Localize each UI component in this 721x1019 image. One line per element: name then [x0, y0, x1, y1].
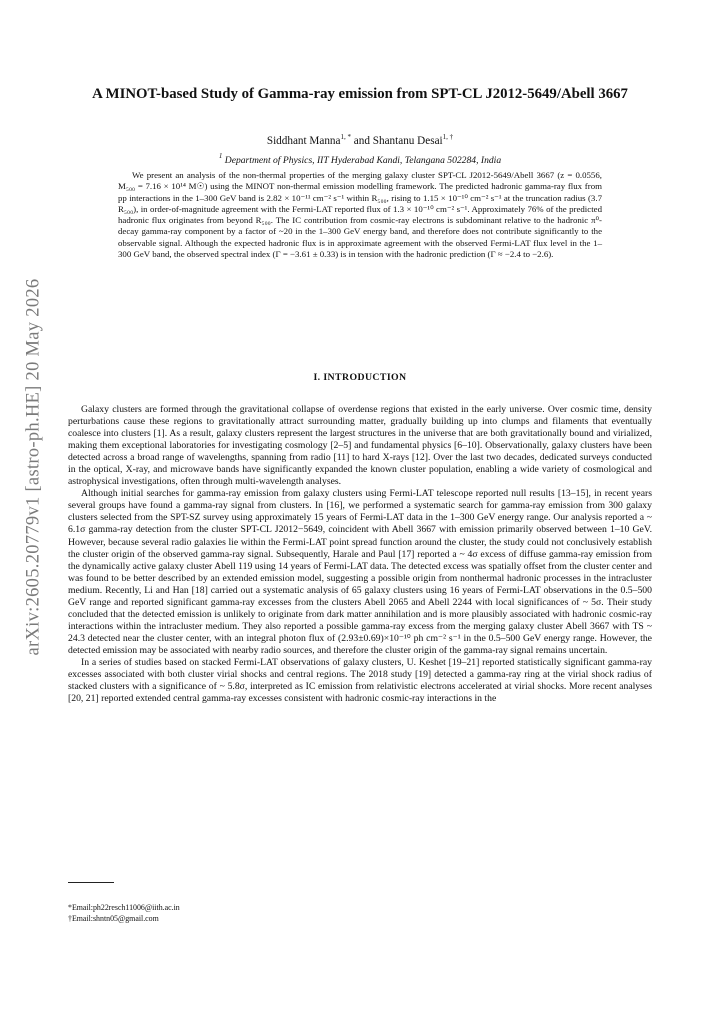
- footnote-email[interactable]: †Email:shntn05@gmail.com: [68, 914, 159, 923]
- arxiv-sidebar: [22, 262, 46, 672]
- affiliation: [70, 152, 650, 166]
- abstract: We present an analysis of the non-thermal properties of the merging galaxy cluster SPT-CL J2012-5649/Abell 3667 (z = 0.0556, M₅₀₀ = 7.16 × 10¹⁴ M☉) using the MINOT non-thermal emission modelling framework. The predicted hadronic gamma-ray flux from pp interactions in the 1–300 GeV band is 2.82 × 10⁻¹¹ cm⁻² s⁻¹ within R₅₀₀, rising to 1.15 × 10⁻¹⁰ cm⁻² s⁻¹ at the truncation radius (3.7 R₅₀₀), in order-of-magnitude agreement with the Fermi-LAT reported flux of 1.3 × 10⁻¹⁰ cm⁻² s⁻¹. Approximately 76% of the predicted hadronic flux originates from beyond R₅₀₀. The IC contribution from cosmic-ray electrons is subdominant relative to the hadronic π⁰-decay gamma-ray component by a factor of ~20 in the 1–300 GeV energy band, and therefore does not contribute significantly to the observable signal. Although the expected hadronic flux is in approximate agreement with the observed Fermi-LAT flux level in the 1–300 GeV band, the observed spectral index (Γ = −3.61 ± 0.33) is in tension with the hadronic prediction (Γ ≈ −2.4 to −2.6).: [118, 170, 602, 260]
- author-list: [70, 133, 650, 147]
- paragraph: In a series of studies based on stacked Fermi-LAT observations of galaxy clusters, U. Keshet [19–21] reported statistically significant gamma-ray excesses associated with both cluster virial shocks and central regions. The 2018 study [19] detected a gamma-ray ring at the virial shock radius of stacked clusters with a significance of ~ 5.8σ, interpreted as IC emission from relativistic electrons accelerated at virial shocks. More recent analyses [20, 21] reported extended central gamma-ray excesses consistent with hadronic cosmic-ray interactions in the: [68, 656, 652, 705]
- author-marks: 1, *: [340, 133, 351, 141]
- introduction-body: [68, 404, 652, 705]
- paper-title: A MINOT-based Study of Gamma-ray emission from SPT-CL J2012-5649/Abell 3667: [92, 86, 628, 102]
- author-separator: and: [351, 135, 373, 147]
- arxiv-identifier[interactable]: arXiv:2605.20779v1 [astro-ph.HE] 20 May 2026: [23, 278, 44, 656]
- author-name: Shantanu Desai: [372, 135, 443, 147]
- affiliation-mark: 1: [218, 152, 223, 160]
- affiliation-text: Department of Physics, IIT Hyderabad Kandi, Telangana 502284, India: [224, 155, 502, 166]
- paragraph: Although initial searches for gamma-ray emission from galaxy clusters using Fermi-LAT telescope reported null results [13–15], in recent years several groups have found a gamma-ray signal from clusters. In [16], we performed a systematic search for gamma-ray emission from 300 galaxy clusters selected from the SPT-SZ survey using approximately 15 years of Fermi-LAT data in the 1–300 GeV energy range. Our analysis reported a ~ 6.1σ gamma-ray detection from the cluster SPT-CL J2012−5649, coincident with Abell 3667 with emission primarily observed between 1–10 GeV. However, because several radio galaxies lie within the Fermi-LAT point spread function around the cluster, the study could not conclusively establish the cluster origin of the observed gamma-ray signal. Subsequently, Harale and Paul [17] reported a ~ 4σ excess of diffuse gamma-ray emission from the dynamically active galaxy cluster Abell 119 using 14 years of Fermi-LAT data. The detected excess was spatially offset from the cluster center and was found to be better described by an extended emission model, suggesting a possible origin from nonthermal hadronic processes in the intracluster medium. Recently, Li and Han [18] carried out a systematic analysis of 65 galaxy clusters using 16 years of Fermi-LAT observations in the 0.5–500 GeV range and reported significant gamma-ray excesses from the clusters Abell 2065 and Abell 2244 with local significances of ~ 5σ. Their study concluded that the detected emission is unlikely to originate from dark matter annihilation and is more plausibly associated with hadronic cosmic-ray interactions within the intracluster medium. They also reported a possible gamma-ray excess from the merging galaxy cluster Abell 3667 with TS ~ 24.3 detected near the cluster center, with an integral photon flux of (2.93±0.69)×10⁻¹⁰ ph cm⁻² s⁻¹ in the 0.5–500 GeV energy range. However, the detected emission may be associated with nearby radio sources, and therefore the cluster origin of the gamma-ray signal remains uncertain.: [68, 488, 652, 656]
- author-marks: 1, †: [442, 133, 454, 141]
- footnote-email[interactable]: *Email:ph22resch11006@iith.ac.in: [68, 903, 180, 912]
- footnote-rule: [68, 882, 114, 883]
- footnotes: [68, 902, 468, 924]
- paragraph: Galaxy clusters are formed through the gravitational collapse of overdense regions that existed in the early universe. Over cosmic time, density perturbations cause these regions to gravitationally attract surrounding matter, gradually building up into clumps and filaments that eventually coalesce into clusters [1]. As a result, galaxy clusters represent the largest structures in the universe that are both gravitationally bound and virialized, making them exceptional laboratories for investigating cosmology [2–5] and fundamental physics [6–10]. Observationally, galaxy clusters have been detected across a broad range of wavelengths, spanning from radio [11] to hard X-rays [12]. Over the last two decades, dedicated surveys conducted in the optical, X-ray, and microwave bands have significantly expanded the known cluster population, enabling a wide variety of cosmological and astrophysical investigations, often through multi-wavelength analyses.: [68, 404, 652, 488]
- section-heading: I. INTRODUCTION: [313, 372, 407, 383]
- author-name: Siddhant Manna: [266, 135, 341, 147]
